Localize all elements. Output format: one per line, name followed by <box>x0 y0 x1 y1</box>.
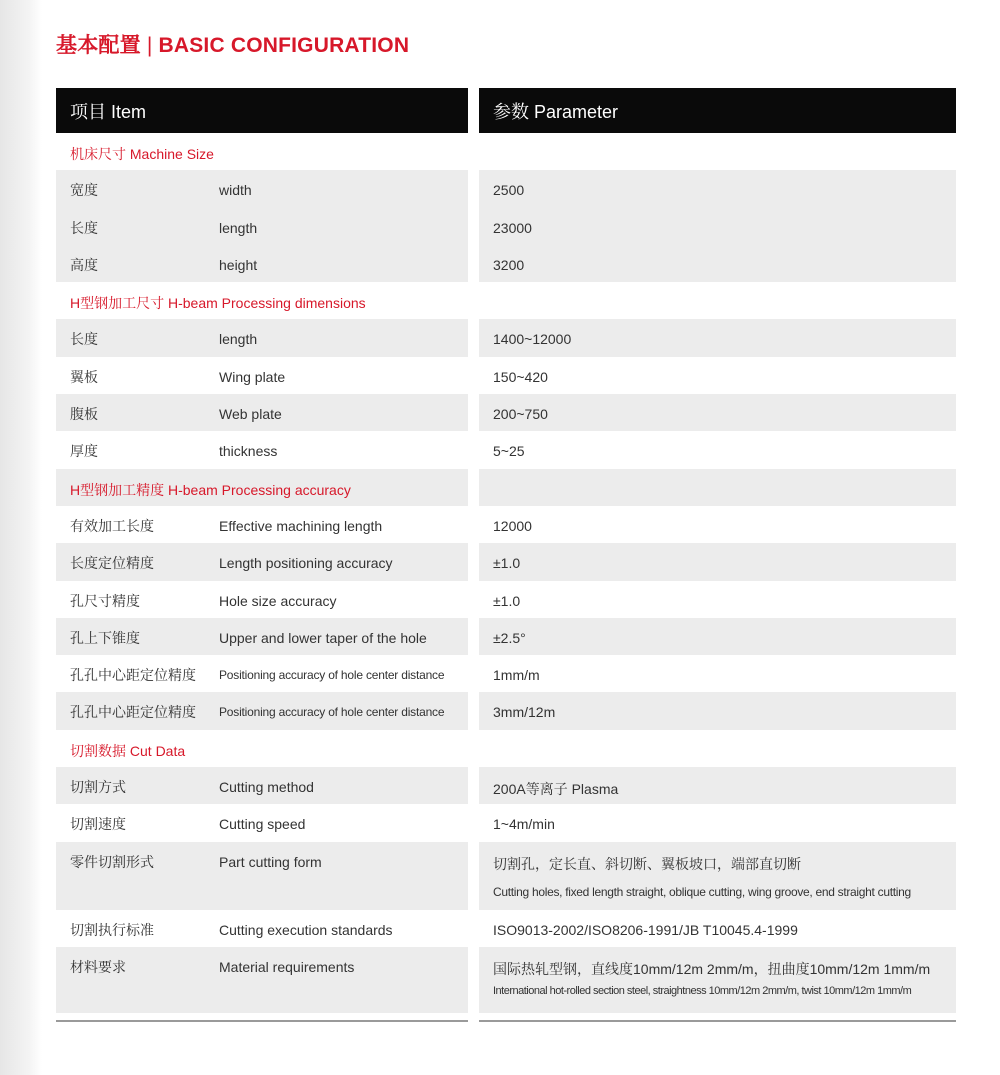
item-en: length <box>219 219 258 236</box>
item-zh: 高度 <box>70 256 98 273</box>
item-en: Upper and lower taper of the hole <box>219 629 427 646</box>
item-zh: 长度 <box>70 219 98 236</box>
param-value: 1mm/m <box>493 667 540 684</box>
item-en: Hole size accuracy <box>219 592 337 609</box>
table-row <box>56 581 956 618</box>
param-value: ±1.0 <box>493 555 521 572</box>
param-value: 2500 <box>493 182 525 199</box>
param-value: 3mm/12m <box>493 704 556 721</box>
section-label-row <box>56 469 956 506</box>
param-value: 1~4m/min <box>493 816 555 833</box>
param-value: 12000 <box>493 517 532 534</box>
section-label: 切割数据 Cut Data <box>70 742 186 759</box>
table-header <box>56 88 956 133</box>
param-value: ±2.5° <box>493 629 526 646</box>
item-en: Length positioning accuracy <box>219 555 393 572</box>
table-row <box>56 655 956 692</box>
table-row <box>56 692 956 729</box>
item-zh: 腹板 <box>70 406 98 423</box>
item-en: Cutting execution standards <box>219 921 393 938</box>
param-value: 23000 <box>493 219 532 236</box>
item-zh: 孔尺寸精度 <box>70 592 140 609</box>
item-en: Cutting speed <box>219 816 306 833</box>
section-label-row <box>56 282 956 319</box>
item-en: Part cutting form <box>219 853 322 870</box>
param-value: 3200 <box>493 256 525 273</box>
item-zh: 切割执行标准 <box>70 921 154 938</box>
item-zh: 切割方式 <box>70 779 126 796</box>
param-value: ±1.0 <box>493 592 521 609</box>
table-row <box>56 170 956 207</box>
title-en: BASIC CONFIGURATION <box>158 34 410 57</box>
item-zh: 长度定位精度 <box>70 555 154 572</box>
table-row <box>56 431 956 468</box>
config-table <box>56 88 956 1013</box>
param-value: 1400~12000 <box>493 331 572 348</box>
table-row <box>56 245 956 282</box>
section-label: H型钢加工精度 H-beam Processing accuracy <box>70 481 351 498</box>
param-value-en: International hot-rolled section steel, straightness 10mm/12m 2mm/m, twist 10mm/12m 1mm/m <box>493 984 912 997</box>
title-zh: 基本配置 <box>56 34 141 57</box>
param-value: 150~420 <box>493 368 548 385</box>
table-row <box>56 842 956 910</box>
table-row <box>56 618 956 655</box>
item-en: height <box>219 256 258 273</box>
table-row <box>56 319 956 356</box>
item-en: Effective machining length <box>219 517 383 534</box>
table-row <box>56 804 956 841</box>
title-separator: | <box>146 34 153 57</box>
section-label: 机床尺寸 Machine Size <box>70 146 214 162</box>
item-zh: 切割速度 <box>70 816 126 833</box>
table-row <box>56 543 956 580</box>
item-en: Wing plate <box>219 368 286 385</box>
param-value: 5~25 <box>493 443 525 460</box>
item-zh: 孔孔中心距定位精度 <box>70 704 196 721</box>
header-parameter: 参数 Parameter <box>479 88 956 133</box>
item-zh: 厚度 <box>70 443 98 460</box>
table-row <box>56 394 956 431</box>
param-value-en: Cutting holes, fixed length straight, oblique cutting, wing groove, end straight cutting <box>493 884 911 899</box>
item-zh: 零件切割形式 <box>70 853 154 870</box>
item-en: Positioning accuracy of hole center distance <box>219 668 445 683</box>
item-zh: 孔孔中心距定位精度 <box>70 667 196 684</box>
param-value: 国际热轧型钢，直线度10mm/12m 2mm/m，扭曲度10mm/12m 1mm/m <box>493 960 931 977</box>
item-zh: 宽度 <box>70 182 98 199</box>
bottom-rule-right <box>479 1020 956 1022</box>
table-row <box>56 910 956 947</box>
table-row <box>56 947 956 1013</box>
param-value: ISO9013-2002/ISO8206-1991/JB T10045.4-1999 <box>493 921 798 938</box>
table-row <box>56 767 956 804</box>
item-zh: 孔上下锥度 <box>70 629 140 646</box>
page-title <box>56 29 409 59</box>
table-row <box>56 357 956 394</box>
table-row <box>56 208 956 245</box>
item-zh: 材料要求 <box>70 958 126 975</box>
item-en: Cutting method <box>219 779 314 796</box>
item-en: length <box>219 331 258 348</box>
param-value: 200A等离子 Plasma <box>493 781 619 798</box>
item-en: Material requirements <box>219 958 355 975</box>
table-row <box>56 506 956 543</box>
header-item: 项目 Item <box>56 88 468 133</box>
item-zh: 有效加工长度 <box>70 517 154 534</box>
side-shade <box>0 0 42 1075</box>
section-label-row <box>56 730 956 767</box>
section-label-row <box>56 133 956 170</box>
item-en: thickness <box>219 443 278 460</box>
item-zh: 翼板 <box>70 368 98 385</box>
section-label: H型钢加工尺寸 H-beam Processing dimensions <box>70 295 366 312</box>
item-en: width <box>219 182 252 199</box>
param-value: 切割孔，定长直、斜切断、翼板坡口，端部直切断 <box>493 855 801 872</box>
param-value: 200~750 <box>493 406 548 423</box>
item-en: Positioning accuracy of hole center distance <box>219 705 445 720</box>
item-zh: 长度 <box>70 331 98 348</box>
bottom-rule-left <box>56 1020 468 1022</box>
item-en: Web plate <box>219 406 282 423</box>
